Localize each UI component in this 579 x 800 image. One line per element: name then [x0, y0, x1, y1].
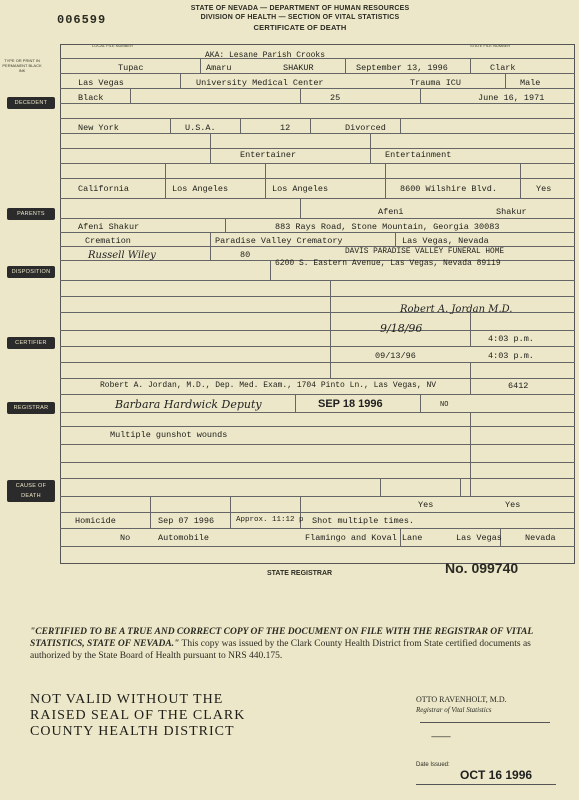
serial-number: No. 099740	[445, 560, 519, 576]
residence-state: California	[78, 184, 130, 194]
certifier-signature: Robert A. Jordan M.D.	[400, 304, 513, 315]
hospital-status: Trauma ICU	[410, 78, 462, 88]
mother-first-name: Afeni	[378, 207, 404, 217]
date-issued-stamp: OCT 16 1996	[460, 768, 533, 782]
date-received-stamp: SEP 18 1996	[318, 398, 383, 410]
funeral-license: 80	[240, 250, 251, 260]
injury-place: Automobile	[158, 533, 210, 543]
official-title: Registrar of Vital Statistics	[416, 706, 492, 714]
official-signature-line	[420, 722, 550, 723]
certifier-license-number: 6412	[508, 381, 529, 391]
date-of-death: September 13, 1996	[356, 63, 448, 73]
decedent-industry: Entertainment	[385, 150, 452, 160]
section-certifier: CERTIFIER	[7, 337, 55, 349]
decedent-last-name: SHAKUR	[283, 63, 314, 73]
section-decedent: DECEDENT	[7, 97, 55, 109]
date-of-birth: June 16, 1971	[478, 93, 545, 103]
state-registrar-label: STATE REGISTRAR	[267, 570, 333, 577]
registrar-yes-no: NO	[440, 401, 449, 409]
immediate-cause: Multiple gunshot wounds	[110, 430, 228, 440]
pronounced-hour: 4:03 p.m.	[488, 351, 534, 361]
certifier-hour-of-death: 4:03 p.m.	[488, 334, 534, 344]
document-title: CERTIFICATE OF DEATH	[253, 23, 347, 32]
section-cause-of-death: CAUSE OF DEATH	[7, 480, 55, 502]
decedent-first-name: Tupac	[118, 63, 144, 73]
informant-name: Afeni Shakur	[78, 222, 140, 232]
injury-at-work: No	[120, 533, 131, 543]
decedent-occupation: Entertainer	[240, 150, 297, 160]
certifier-date-signed: 9/18/96	[380, 322, 423, 335]
injury-location: Flamingo and Koval Lane	[305, 533, 423, 543]
decedent-aka: AKA: Lesane Parish Crooks	[205, 51, 326, 60]
residence-county: Los Angeles	[172, 184, 229, 194]
local-file-label: LOCAL FILE NUMBER	[92, 43, 133, 48]
education-years: 12	[280, 123, 291, 133]
referred-to-coroner: Yes	[505, 500, 521, 510]
disposition-method: Cremation	[85, 236, 131, 246]
marital-status: Divorced	[345, 123, 386, 133]
date-issued-label: Date Issued:	[416, 762, 450, 768]
hospital-name: University Medical Center	[196, 78, 324, 88]
certifier-name-address: Robert A. Jordan, M.D., Dep. Med. Exam., 1704 Pinto Ln., Las Vegas, NV	[100, 381, 437, 390]
citizen-of: U.S.A.	[185, 123, 216, 133]
manner-of-death: Homicide	[75, 516, 116, 526]
not-valid-line-1: NOT VALID WITHOUT THE	[30, 692, 224, 707]
certified-copy-bold: "CERTIFIED TO BE A TRUE AND CORRECT COPY OF THE DOCUMENT ON FILE WITH THE REGISTRAR OF VITAL STATISTICS, STATE OF NEVADA."	[30, 627, 533, 649]
agency-heading: STATE OF NEVADA — DEPARTMENT OF HUMAN RESOURCES	[190, 5, 410, 12]
injury-city: Las Vegas	[456, 533, 502, 543]
funeral-home-name: DAVIS PARADISE VALLEY FUNERAL HOME	[345, 248, 505, 256]
autopsy-performed: Yes	[418, 500, 434, 510]
section-registrar: REGISTRAR	[7, 402, 55, 414]
injury-description: Shot multiple times.	[312, 516, 415, 526]
division-heading: DIVISION OF HEALTH — SECTION OF VITAL STATISTICS	[200, 14, 400, 21]
funeral-home-address: 6200 S. Eastern Avenue, Las Vegas, Nevada 89119	[275, 259, 501, 268]
decedent-sex: Male	[520, 78, 541, 88]
decedent-middle-name: Amaru	[206, 63, 232, 73]
residence-city: Los Angeles	[272, 184, 329, 194]
state-file-label: STATE FILE NUMBER	[470, 43, 511, 48]
official-name: OTTO RAVENHOLT, M.D.	[416, 695, 507, 704]
mother-last-name: Shakur	[496, 207, 527, 217]
decedent-race: Black	[78, 93, 104, 103]
registrar-signature: Barbara Hardwick Deputy	[115, 398, 262, 411]
date-issued-line	[416, 784, 556, 785]
state-of-birth: New York	[78, 123, 119, 133]
not-valid-notice	[30, 692, 245, 740]
injury-state: Nevada	[525, 533, 556, 543]
inside-city-limits: Yes	[536, 184, 552, 194]
official-signature: ⸺	[430, 729, 451, 743]
section-disposition: DISPOSITION	[7, 266, 55, 278]
county-of-death: Clark	[490, 63, 516, 73]
injury-hour: Approx. 11:12 p	[236, 516, 304, 524]
injury-date: Sep 07 1996	[158, 516, 215, 526]
ink-instruction: TYPE OR PRINT IN PERMANENT BLACK INK	[2, 58, 42, 73]
city-of-death: Las Vegas	[78, 78, 124, 88]
section-parents: PARENTS	[7, 208, 55, 220]
not-valid-line-2: RAISED SEAL OF THE CLARK	[30, 708, 246, 723]
embalmer-signature: Russell Wiley	[88, 250, 156, 261]
certified-copy-statement	[30, 626, 560, 662]
certified-copy-rest: This copy was issued by the Clark County Health District from State certified documents as authorized by the State Board of Health pursuant to NRS 440.175.	[30, 639, 531, 661]
not-valid-line-3: COUNTY HEALTH DISTRICT	[30, 724, 235, 739]
residence-street: 8600 Wilshire Blvd.	[400, 184, 497, 194]
certificate-number: 006599	[57, 13, 107, 27]
decedent-age: 25	[330, 93, 341, 103]
disposition-location: Las Vegas, Nevada	[402, 236, 489, 246]
pronounced-date: 09/13/96	[375, 351, 416, 361]
informant-address: 883 Rays Road, Stone Mountain, Georgia 30083	[275, 222, 500, 232]
disposition-place: Paradise Valley Crematory	[215, 236, 343, 246]
